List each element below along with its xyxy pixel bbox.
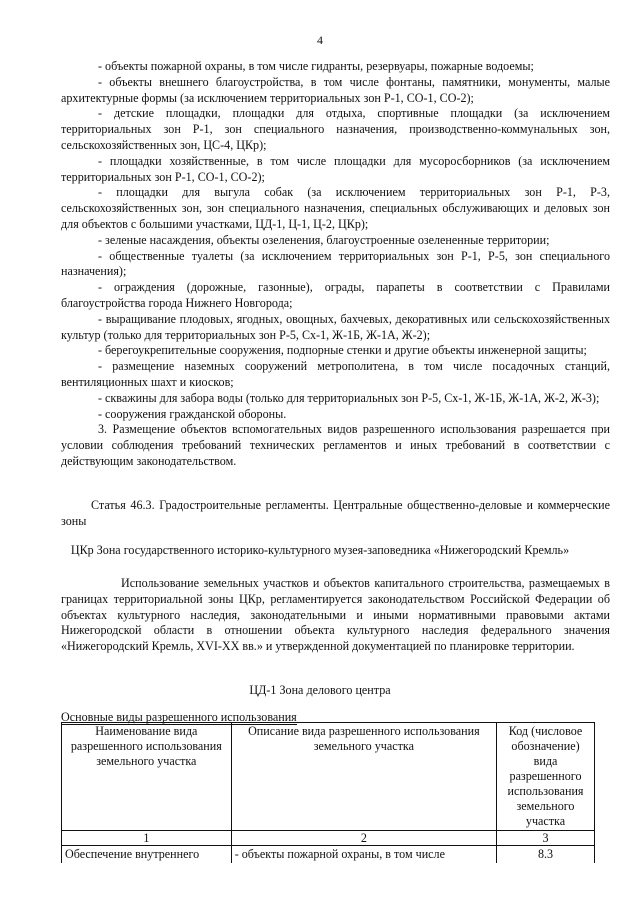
list-item: - выращивание плодовых, ягодных, овощных, бахчевых, декоративных или сельскохозяйственных культур (только для территориальных зон Р-5, Сх-1, Ж-1Б, Ж-1А, Ж-2); <box>61 311 610 342</box>
table-header-row <box>62 723 595 831</box>
table-cell: - объекты пожарной охраны, в том числе <box>231 846 496 864</box>
table-cell: Обеспечение внутреннего <box>62 846 232 864</box>
zone-ckr-usage-paragraph: Использование земельных участков и объектов капитального строительства, размещаемых в границах территориальной зоны ЦКр, регламентируется законодательством Российской Федерации об объектах культурного наследия, законодательными и иными нормативными правовыми актами Нижегородской области в отношении объекта культурного наследия федерального значения «Нижегородский Кремль, XVI-XX вв.» и утвержденной документацией по планировке территории. <box>61 576 610 654</box>
table-cell: 8.3 <box>497 846 595 864</box>
list-item: - площадки для выгула собак (за исключением территориальных зон Р-1, Р-3, сельскохозяйственных зон, зон специального назначения, специальных обслуживающих и деловых зон для объектов с большими участками, ЦД-1, Ц-1, Ц-2, ЦКр); <box>61 185 610 231</box>
permitted-uses-list <box>61 59 610 470</box>
zone-ckr-title: ЦКр Зона государственного историко-культурного музея-заповедника «Нижегородский Кремль» <box>70 543 570 557</box>
clause-paragraph: 3. Размещение объектов вспомогательных видов разрешенного использования разрешается при условии соблюдения требований технических регламентов и иных требований в соответствии с действующим законодательством. <box>61 422 610 468</box>
list-item: - сооружения гражданской обороны. <box>98 406 287 421</box>
table-caption: Основные виды разрешенного использования <box>61 710 297 724</box>
article-title: Статья 46.3. Градостроительные регламенты. Центральные общественно-деловые и коммерческие зоны <box>61 498 610 528</box>
list-item: - детские площадки, площадки для отдыха, спортивные площадки (за исключением территориальных зон Р-1, зон специального назначения, производственно-коммунальных зон, сельскохозяйственных зон, ЦС-4, ЦКр); <box>61 106 610 152</box>
list-item: - скважины для забора воды (только для территориальных зон Р-5, Сх-1, Ж-1Б, Ж-1А, Ж-2, Ж-3); <box>98 390 600 405</box>
column-header: Описание вида разрешенного использования земельного участка <box>231 723 496 831</box>
table-column-numbers-row <box>62 831 595 846</box>
column-number: 3 <box>497 831 595 846</box>
list-item: - площадки хозяйственные, в том числе площадки для мусоросборников (за исключением территориальных зон Р-1, СО-1, СО-2); <box>61 153 610 184</box>
list-item: - ограждения (дорожные, газонные), ограды, парапеты в соответствии с Правилами благоустройства города Нижнего Новгорода; <box>61 280 610 310</box>
column-number: 2 <box>231 831 496 846</box>
column-header: Наименование вида разрешенного использования земельного участка <box>62 723 232 831</box>
list-item: - берегоукрепительные сооружения, подпорные стенки и другие объекты инженерной защиты; <box>98 343 587 358</box>
zone-cd1-title: ЦД-1 Зона делового центра <box>249 683 391 697</box>
column-header: Код (числовое обозначение) вида разрешенного использования земельного участка <box>497 723 595 831</box>
page-number: 4 <box>317 33 323 47</box>
table-row <box>62 846 595 864</box>
list-item: - объекты внешнего благоустройства, в том числе фонтаны, памятники, монументы, малые архитектурные формы (за исключением территориальных зон Р-1, СО-1, СО-2); <box>61 74 610 105</box>
list-item: - общественные туалеты (за исключением территориальных зон Р-1, Р-5, зон специального назначения); <box>61 248 610 279</box>
list-item: - размещение наземных сооружений метрополитена, в том числе посадочных станций, вентиляционных шахт и киосков; <box>61 359 610 389</box>
permitted-uses-table <box>61 722 595 863</box>
column-number: 1 <box>62 831 232 846</box>
list-item: - объекты пожарной охраны, в том числе гидранты, резервуары, пожарные водоемы; <box>98 59 534 73</box>
list-item: - зеленые насаждения, объекты озеленения, благоустроенные озелененные территории; <box>98 232 550 247</box>
